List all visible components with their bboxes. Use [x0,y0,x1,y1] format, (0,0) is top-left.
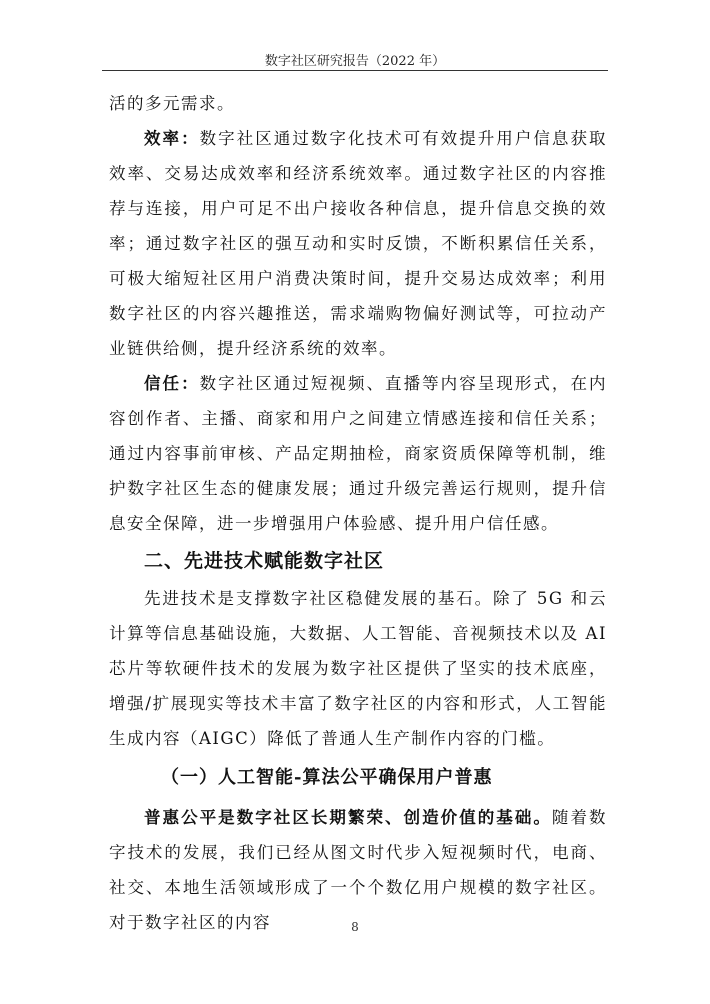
paragraph-trust-text: 数字社区通过短视频、直播等内容呈现形式，在内容创作者、主播、商家和用户之间建立情感连接和信任关系；通过内容事前审核、产品定期抽检，商家资质保障等机制，维护数字社区生态的健康发展；通过升级完善运行规则，提升信息安全保障，进一步增强用户体验感、提升用户信任感。 [109,374,608,533]
term-trust: 信任： [144,374,200,393]
page-number: 8 [351,920,359,934]
term-efficiency: 效率： [144,129,200,148]
paragraph-efficiency [109,121,607,366]
paragraph-inclusion [109,800,607,940]
section-heading: 二、先进技术赋能数字社区 [144,550,385,572]
paragraph-inclusion-text: 随着数字技术的发展，我们已经从图文时代步入短视频时代，电商、社交、本地生活领域形成了一个个数亿用户规模的数字社区。对于数字社区的内容 [109,808,608,932]
header-rule [102,70,608,71]
page-body [109,86,607,940]
paragraph-trust [109,366,607,541]
running-header: 数字社区研究报告（2022 年） [264,54,446,69]
paragraph-efficiency-text: 数字社区通过数字化技术可有效提升用户信息获取效率、交易达成效率和经济系统效率。通过数字社区的内容推荐与连接，用户可足不出户接收各种信息，提升信息交换的效率；通过数字社区的强互动和实时反馈，不断积累信任关系，可极大缩短社区用户消费决策时间，提升交易达成效率；利用数字社区的内容兴趣推送，需求端购物偏好测试等，可拉动产业链供给侧，提升经济系统的效率。 [109,129,608,358]
subsection-heading: （一）人工智能-算法公平确保用户普惠 [161,767,493,788]
term-inclusion: 普惠公平是数字社区长期繁荣、创造价值的基础。 [144,808,552,827]
paragraph-technology: 先进技术是支撑数字社区稳健发展的基石。除了 5G 和云计算等信息基础设施，大数据、人工智能、音视频技术以及 AI 芯片等软硬件技术的发展为数字社区提供了坚实的技术底座，增强/扩展现实等技术丰富了数字社区的内容和形式，人工智能生成内容（AIGC）降低了普通人生产制作内容的门槛。 [109,589,607,748]
paragraph-continuation: 活的多元需求。 [109,94,235,113]
